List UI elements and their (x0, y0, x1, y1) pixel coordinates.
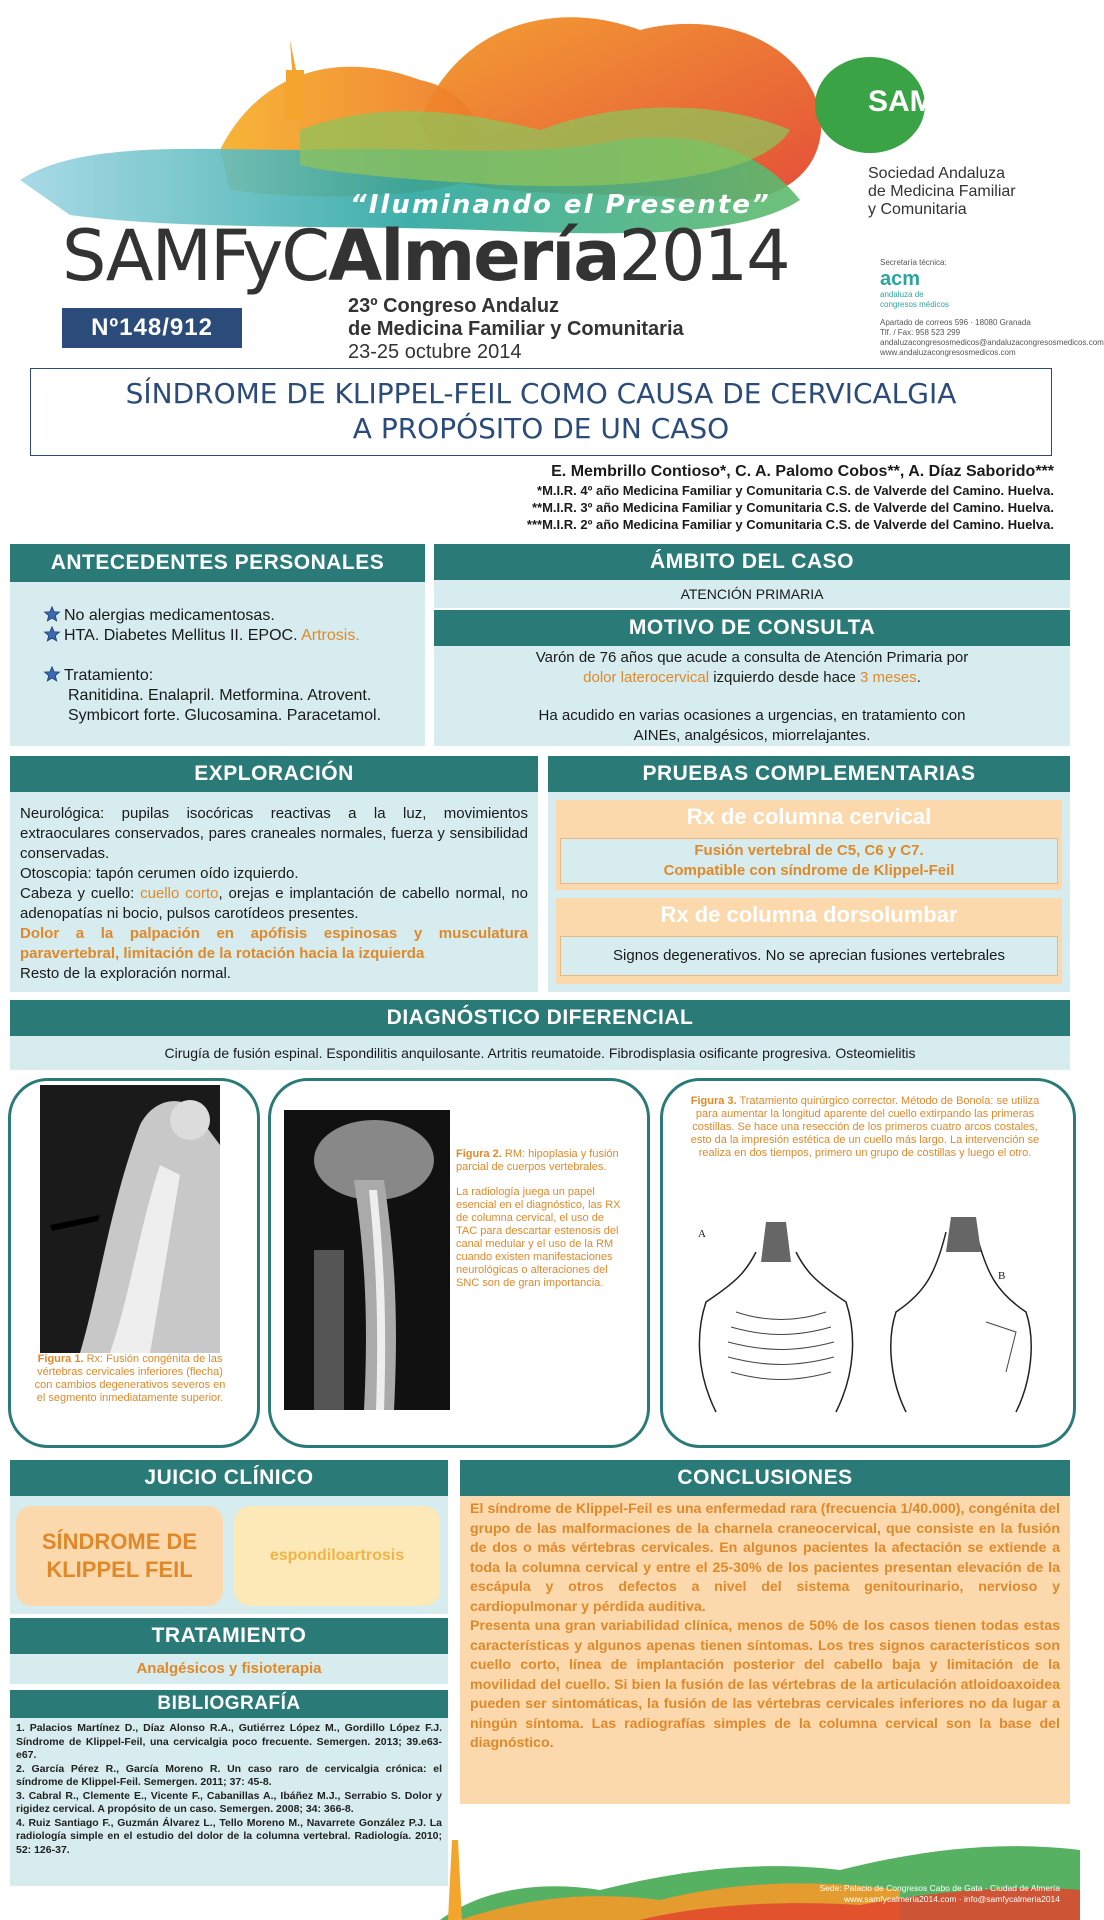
affiliation-3: ***M.I.R. 2º año Medicina Familiar y Comunitaria C.S. de Valverde del Camino. Huelva. (526, 517, 1054, 532)
mri-image (284, 1110, 450, 1410)
footer-text (760, 1883, 1060, 1905)
conclusiones-p1: El síndrome de Klippel-Feil es una enfermedad rara (frecuencia 1/40.000), congénita del grupo de las malformaciones de la charnela craneocervical, que consiste en la fusión de dos o más vértebras cervicales. En algunos pacientes la afectación se extiende a toda la columna cervical y entre el 25-30% de los pacientes presentan elevación de la escápula y otros defectos a nivel del sistema genitourinario, nervioso y cardiopulmonar y pérdida auditiva. (470, 1501, 1060, 1615)
bibliografia-list (16, 1722, 442, 1857)
pruebas-title: PRUEBAS COMPLEMENTARIAS (548, 756, 1070, 792)
juicio-diagnosis-main (16, 1506, 223, 1606)
figure-2-line (456, 1148, 626, 1174)
juicio-main-line2: KLIPPEL FEIL (46, 1557, 193, 1582)
surgery-illustration (686, 1212, 1046, 1424)
exploracion-p4: Dolor a la palpación en apófisis espinosas y musculatura paravertebral, limitación de la rotación hacia la izquierda (20, 925, 528, 962)
exploracion-title: EXPLORACIÓN (10, 756, 538, 792)
figure-3-label: Figura 3. (690, 1095, 737, 1107)
affiliation-1: *M.I.R. 4º año Medicina Familiar y Comunitaria C.S. de Valverde del Camino. Huelva. (537, 483, 1054, 498)
exploracion-body (20, 804, 528, 984)
motivo-line4: AINEs, analgésicos, miorrelajantes. (633, 727, 871, 744)
congress-line1: 23º Congreso Andaluz (348, 295, 560, 317)
affiliation-2: **M.I.R. 3º año Medicina Familiar y Comunitaria C.S. de Valverde del Camino. Huelva. (531, 500, 1054, 515)
congress-info (348, 295, 684, 364)
bibliografia-item: 2. García Pérez R., García Moreno R. Un caso raro de cervicalgia crónica: el síndrome de Klippel-Feil. Semergen. 2011; 37: 45-8. (16, 1762, 442, 1788)
exploracion-p3 (20, 884, 528, 924)
figure-3-text: Tratamiento quirúrgico corrector. Método de Bonola: se utiliza para aumentar la longitud aparente del cuello extirpando las primeras costillas. Se hace una resección de los primeros cuatro arcos costales, esto da la impresión estética de un cuello más largo. La intervención se realiza en dos tiempos, primero un grupo de costillas y luego el otro. (690, 1095, 1040, 1159)
title-line2: A PROPÓSITO DE UN CASO (352, 412, 730, 445)
motivo-text: . (916, 669, 921, 686)
society-line3: y Comunitaria (868, 201, 967, 218)
contact-2: Tlf. / Fax: 958 523 299 (880, 328, 961, 337)
congress-line2: de Medicina Familiar y Comunitaria (348, 318, 684, 340)
title-box (30, 368, 1052, 456)
figure-2-text2: La radiología juega un papel esencial en el diagnóstico, las RX de columna cervical, el uso de TAC para descartar estenosis del canal medular y el uso de la RM cuando existen manifestaciones neurológicas o alteraciones del SNC son de gran importancia. (456, 1186, 621, 1289)
exploracion-p5: Resto de la exploración normal. (20, 965, 231, 982)
rx2-title: Rx de columna dorsolumbar (660, 902, 958, 927)
antecedente-subline: Ranitidina. Enalapril. Metformina. Atrovent. (68, 687, 372, 704)
secretaria-block (880, 258, 1104, 358)
rx1-result (560, 838, 1058, 884)
bibliografia-item: 3. Cabral R., Clemente E., Vicente F., Cabanillas A., Ibáñez M.J., Serrabio S. Dolor y rigidez cervical. A propósito de un caso. Semergen. 2008; 34: 366-8. (16, 1789, 442, 1815)
exploracion-highlight: cuello corto (140, 885, 219, 902)
antecedente-text: No alergias medicamentosas. (64, 607, 275, 624)
authors-block (527, 463, 1054, 533)
ambito-text: ATENCIÓN PRIMARIA (434, 580, 1070, 608)
footer-artwork (440, 1820, 1080, 1920)
antecedente-item (44, 606, 419, 626)
figure-1-caption (30, 1353, 230, 1405)
figure-1-text: Rx: Fusión congénita de las vértebras cervicales inferiores (flecha) con cambios degenerativos severos en el segmento inmediatamente superior. (34, 1353, 226, 1404)
conclusiones-body (460, 1496, 1070, 1804)
rx2-result: Signos degenerativos. No se aprecian fusiones vertebrales (560, 936, 1058, 976)
conclusiones-p2: Presenta una gran variabilidad clínica, menos de 50% de los casos tienen todas estas características y algunos apenas tienen síntomas. Los tres signos característicos son cuello corto, línea de implantación posterior del cabello baja y limitación de la movilidad del cuello. Si bien la fusión de las vértebras de la articulación atloidoaxoidea pueden ser sintomáticas, la fusión de las vértebras cervicales inferiores no da lugar a ningún síntoma. Las radiografías simples de la columna cervical son la base del diagnóstico. (470, 1618, 1060, 1751)
diagnostico-title: DIAGNÓSTICO DIFERENCIAL (10, 1000, 1070, 1036)
exploracion-p2: Otoscopia: tapón cerumen oído izquierdo. (20, 865, 299, 882)
antecedente-text: Tratamiento: (64, 667, 154, 684)
conclusiones-title: CONCLUSIONES (460, 1460, 1070, 1496)
star-icon (44, 666, 60, 682)
acm-sub1: andaluza de (880, 290, 924, 299)
motivo-text: izquierdo desde hace (713, 669, 856, 686)
poster-number: Nº148/912 (62, 308, 242, 348)
antecedente-subline: Symbicort forte. Glucosamina. Paracetamol. (68, 707, 382, 724)
antecedente-highlight: Artrosis. (301, 627, 360, 644)
author-names: E. Membrillo Contioso*, C. A. Palomo Cobos**, A. Díaz Saborido*** (551, 463, 1054, 480)
juicio-main-line1: SÍNDROME DE (41, 1529, 198, 1554)
star-icon (44, 606, 60, 622)
contact-4: www.andaluzacongresosmedicos.com (880, 348, 1016, 357)
contact-1: Apartado de correos 596 · 18080 Granada (880, 318, 1031, 327)
antecedentes-title: ANTECEDENTES PERSONALES (10, 544, 425, 582)
society-line1: Sociedad Andaluza (868, 165, 1005, 182)
footer-lighthouse (440, 1840, 470, 1920)
motivo-line2 (434, 668, 1070, 688)
society-line2: de Medicina Familiar (868, 183, 1016, 200)
juicio-diagnosis-secondary: espondiloartrosis (234, 1506, 440, 1606)
xray-cervical-image (40, 1085, 220, 1353)
contact-3: andaluzacongresosmedicos@andaluzacongresosmedicos.com (880, 338, 1104, 347)
figure-3-tag-a: A (698, 1228, 706, 1240)
ambito-title: ÁMBITO DEL CASO (434, 544, 1070, 580)
samfyc-logo-text: SAMFyC (868, 85, 992, 118)
rx1-title: Rx de columna cervical (686, 804, 932, 829)
rx1-line1: Fusión vertebral de C5, C6 y C7. (694, 842, 924, 859)
exploracion-p1: Neurológica: pupilas isocóricas reactivas a la luz, movimientos extraoculares conservados, pares craneales normales, fuerza y sensibilidad conservadas. (20, 805, 528, 862)
tratamiento-text: Analgésicos y fisioterapia (10, 1654, 448, 1684)
title-line1: SÍNDROME DE KLIPPEL-FEIL COMO CAUSA DE CERVICALGIA (125, 377, 957, 410)
motivo-highlight: dolor laterocervical (583, 669, 710, 686)
juicio-title: JUICIO CLÍNICO (10, 1460, 448, 1496)
motivo-line1: Varón de 76 años que acude a consulta de Atención Primaria por (535, 649, 969, 666)
footer-line1: Sede: Palacio de Congresos Cabo de Gata · Ciudad de Almería (819, 1883, 1060, 1893)
star-icon (44, 626, 60, 642)
antecedente-item (44, 626, 419, 646)
figure-2-caption (456, 1148, 626, 1290)
event-title-almeria: Almería (328, 215, 619, 297)
motivo-highlight: 3 meses (859, 669, 917, 686)
footer-line2: www.samfycalmeria2014.com · info@samfycalmeria2014 (843, 1894, 1060, 1904)
event-title-year: 2014 (618, 215, 789, 297)
figure-3-caption (690, 1095, 1040, 1160)
secretaria-label: Secretaría técnica: (880, 258, 947, 267)
motivo-body (434, 646, 1070, 746)
motivo-line3: Ha acudido en varias ocasiones a urgencias, en tratamiento con (538, 707, 966, 724)
tratamiento-title: TRATAMIENTO (10, 1618, 448, 1654)
antecedente-item (44, 666, 419, 686)
society-name (868, 165, 1016, 219)
figure-2-text: RM: hipoplasia y fusión parcial de cuerpos vertebrales. (456, 1148, 619, 1173)
diagnostico-text: Cirugía de fusión espinal. Espondilitis anquilosante. Artritis reumatoide. Fibrodisplasia osificante progresiva. Osteomielitis (10, 1036, 1070, 1070)
acm-logo: acm (880, 268, 921, 290)
figure-1-label: Figura 1. (37, 1353, 84, 1365)
bibliografia-item: 1. Palacios Martínez D., Díaz Alonso R.A., Gutiérrez López M., Gordillo López F.J. Síndrome de Klippel-Feil, una cervicalgia poco frecuente. Semergen. 2013; 39.e63-e67. (16, 1722, 442, 1761)
bibliografia-title: BIBLIOGRAFÍA (10, 1690, 448, 1718)
event-title (62, 215, 789, 297)
slogan: “Iluminando el Presente” (350, 190, 771, 220)
antecedente-text: HTA. Diabetes Mellitus II. EPOC. (64, 627, 298, 644)
figure-3-tag-b: B (998, 1270, 1006, 1282)
bibliografia-item: 4. Ruiz Santiago F., Guzmán Álvarez L., Tello Moreno M., Navarrete González P.J. La radiología simple en el estudio del dolor de la columna vertebral. Radiología. 2010; 52: 126-37. (16, 1816, 442, 1856)
event-title-samfyc: SAMFyC (62, 215, 329, 297)
exploracion-text: Cabeza y cuello: (20, 885, 135, 902)
figure-2-label: Figura 2. (456, 1148, 502, 1160)
motivo-title: MOTIVO DE CONSULTA (434, 610, 1070, 646)
samfyc-logo (858, 55, 1018, 150)
acm-sub2: congresos médicos (880, 300, 949, 309)
rx1-line2: Compatible con síndrome de Klippel-Feil (663, 862, 955, 879)
exploracion-text: , orejas e implantación de cabello normal, no adenopatías ni bocio, pulsos carotídeos presentes. (20, 885, 528, 922)
congress-line3: 23-25 octubre 2014 (348, 341, 522, 363)
antecedentes-list (44, 606, 419, 726)
